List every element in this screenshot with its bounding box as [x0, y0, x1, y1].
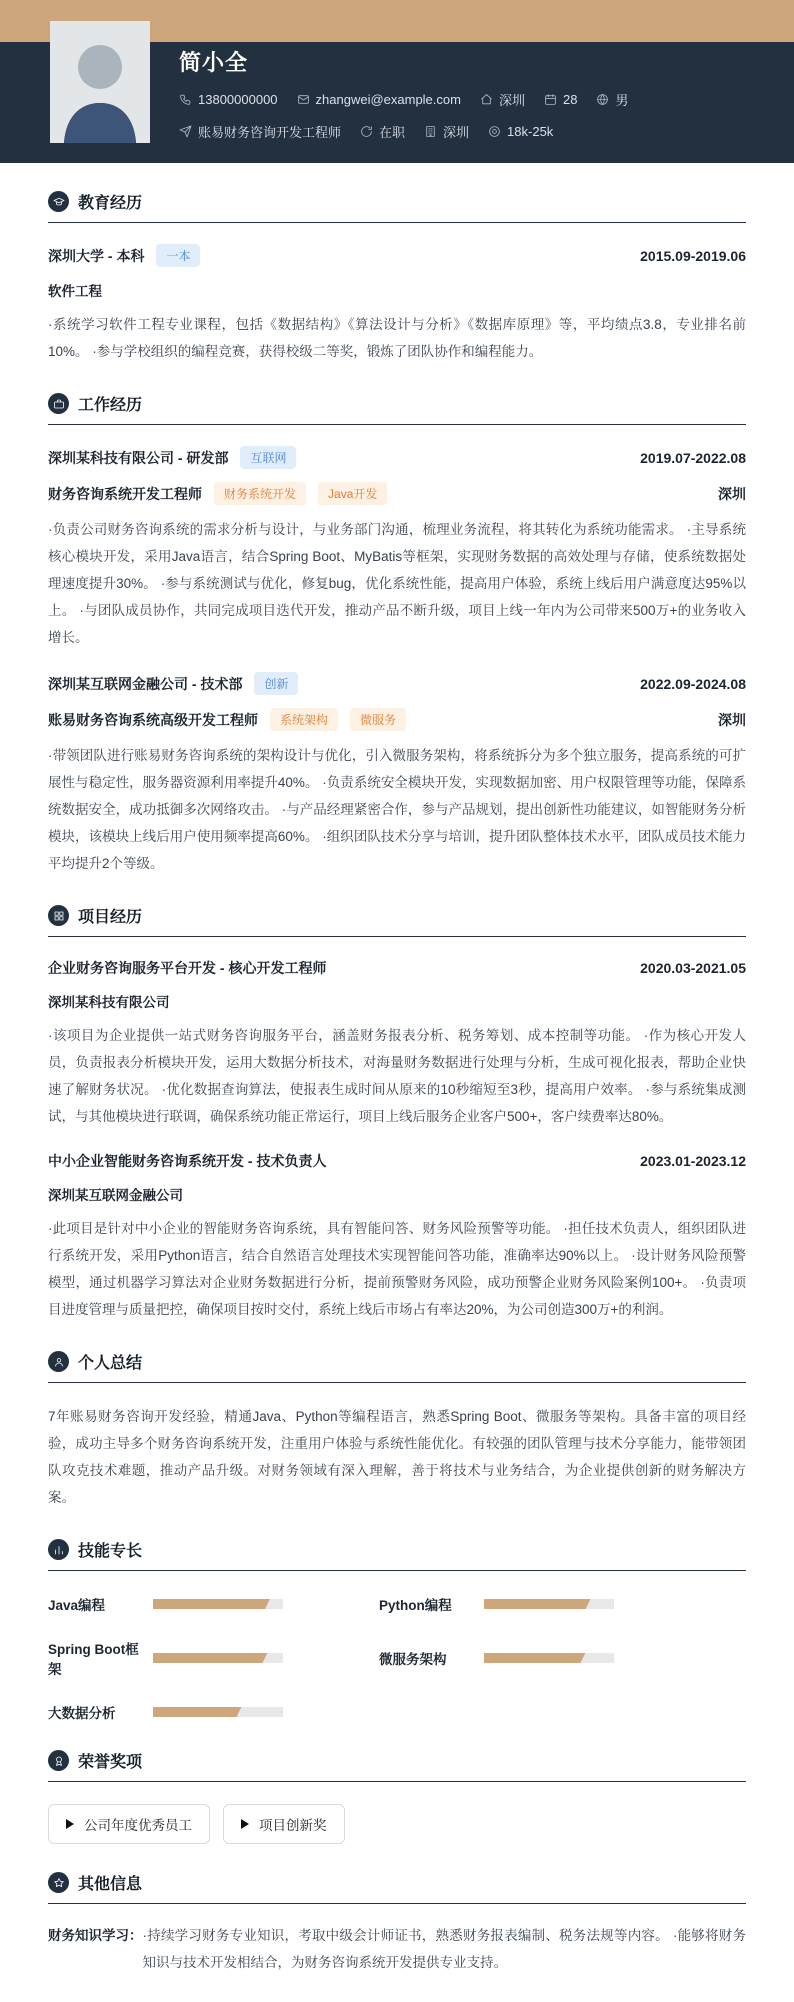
other-header: [48, 1871, 746, 1904]
skill-name: 微服务架构: [379, 1652, 447, 1667]
section-honors: [48, 1749, 746, 1844]
work-company: 深圳某科技有限公司 - 研发部: [48, 449, 229, 466]
honors-title: 荣誉奖项: [78, 1754, 143, 1771]
education-date: 2015.09-2019.06: [640, 247, 746, 264]
work-header: [48, 392, 746, 425]
work-date: 2019.07-2022.08: [640, 449, 746, 466]
work-description: ·负责公司财务咨询系统的需求分析与设计，与业务部门沟通，梳理业务流程，将其转化为系统功能需求。 ·主导系统核心模块开发，采用Java语言，结合Spring Boot、MyBatis等框架，实现财务数据的高效处理与存储，使系统数据处理速度提升30%。 ·参与系统测试与优化，修复bug，优化系统性能，提高用户体验，系统上线后用户满意度达95%以上。 ·与团队成员协作，共同完成项目迭代开发，推动产品不断升级，项目上线一年内为公司带来500万+的业务收入增长。: [48, 522, 746, 645]
graduation-cap-icon: [48, 191, 69, 212]
age-item: [544, 92, 577, 107]
school-degree: 深圳大学 - 本科: [48, 247, 145, 264]
contact-row-2: [179, 122, 794, 141]
project-name: 企业财务咨询服务平台开发 - 核心开发工程师: [48, 960, 327, 976]
honor-label: 项目创新奖: [259, 1818, 327, 1833]
skill-bar: [153, 1599, 283, 1609]
honor-label: 公司年度优秀员工: [84, 1818, 192, 1833]
status-icon: [360, 125, 373, 138]
email-value: zhangwei@example.com: [315, 92, 461, 107]
resume-body: [0, 190, 794, 2002]
education-description: ·系统学习软件工程专业课程，包括《数据结构》《算法设计与分析》《数据库原理》等，平均绩点3.8，专业排名前10%。 ·参与学校组织的编程竞赛，获得校级二等奖，锻炼了团队协作和编程能力。: [48, 317, 746, 359]
work-company-badge: 创新: [254, 672, 298, 695]
work-date: 2022.09-2024.08: [640, 675, 746, 692]
skill-name: Spring Boot框架: [48, 1642, 139, 1677]
project-date: 2020.03-2021.05: [640, 960, 746, 976]
summary-header: [48, 1350, 746, 1383]
project-company: 深圳某互联网金融公司: [48, 1188, 183, 1203]
calendar-icon: [544, 93, 557, 106]
person-icon: [48, 1351, 69, 1372]
play-icon: [66, 1819, 74, 1829]
medal-icon: [48, 1750, 69, 1771]
work-entry: [48, 446, 746, 651]
section-projects: [48, 904, 746, 1323]
send-icon: [179, 125, 192, 138]
age-value: 28: [562, 92, 578, 107]
target-city-item: [424, 122, 469, 141]
skills-grid: [48, 1594, 614, 1722]
phone-value: 13800000000: [198, 92, 278, 107]
project-company: 深圳某科技有限公司: [48, 995, 170, 1010]
project-description: ·该项目为企业提供一站式财务咨询服务平台，涵盖财务报表分析、税务筹划、成本控制等功能。 ·作为核心开发人员，负责报表分析模块开发，运用大数据分析技术，对海量财务数据进行处理与分析，生成可视化报表，帮助企业快速了解财务状况。 ·优化数据查询算法，使报表生成时间从原来的10秒缩短至3秒，提高用户效率。 ·参与系统集成测试，与其他模块进行联调，确保系统功能正常运行，项目上线后服务企业客户500+，客户续费率达80%。: [48, 1028, 746, 1124]
section-skills: [48, 1538, 746, 1722]
work-tag: 财务系统开发: [214, 482, 306, 505]
work-company: 深圳某互联网金融公司 - 技术部: [48, 675, 243, 692]
work-description: ·带领团队进行账易财务咨询系统的架构设计与优化，引入微服务架构，将系统拆分为多个独立服务，提高系统的可扩展性与稳定性，服务器资源利用率提升40%。 ·负责系统安全模块开发，实现数据加密、用户权限管理等功能，保障系统数据安全，成功抵御多次网络攻击。 ·与产品经理紧密合作，参与产品规划，提出创新性功能建议，如智能财务分析模块，该模块上线后用户使用频率提高60%。 ·组织团队技术分享与培训，提升团队整体技术水平，团队成员技术能力平均提升2个等级。: [48, 748, 746, 871]
section-other: [48, 1871, 746, 1976]
section-summary: [48, 1350, 746, 1511]
skill-item: [379, 1638, 614, 1678]
skills-header: [48, 1538, 746, 1571]
work-location: 深圳: [718, 711, 746, 728]
education-badge: 一本: [156, 244, 200, 267]
work-company-badge: 互联网: [240, 446, 296, 469]
briefcase-icon: [48, 393, 69, 414]
work-position: 账易财务咨询系统高级开发工程师: [48, 711, 258, 728]
home-icon: [480, 93, 493, 106]
resume-header: [0, 42, 794, 163]
mail-icon: [297, 93, 310, 106]
education-header: [48, 190, 746, 223]
honor-chip[interactable]: [48, 1804, 210, 1844]
summary-title: 个人总结: [78, 1355, 143, 1372]
honor-chips: [48, 1804, 746, 1844]
section-education: [48, 190, 746, 365]
projects-title: 项目经历: [78, 909, 143, 926]
other-label: 财务知识学习：: [48, 1928, 143, 1943]
salary-value: 18k-25k: [507, 124, 554, 139]
target-position-item: [179, 122, 341, 141]
phone-icon: [179, 93, 192, 106]
skill-item: [48, 1638, 283, 1678]
education-entry-head: [48, 244, 746, 267]
honor-chip[interactable]: [223, 1804, 345, 1844]
city-item: [480, 90, 525, 109]
job-status-value: 在职: [379, 125, 406, 140]
gender-icon: [596, 93, 609, 106]
target-city-value: 深圳: [443, 125, 470, 140]
profile-photo: [50, 21, 150, 143]
project-description: ·此项目是针对中小企业的智能财务咨询系统，具有智能问答、财务风险预警等功能。 ·担任技术负责人，组织团队进行系统开发，采用Python语言，结合自然语言处理技术实现智能问答功能，准确率达90%以上。 ·设计财务风险预警模型，通过机器学习算法对企业财务数据进行分析，提前预警财务风险，成功预警企业财务风险案例100+。 ·负责项目进度管理与质量把控，确保项目按时交付，系统上线后市场占有率达20%，为公司创造300万+的利润。: [48, 1221, 746, 1317]
building-icon: [424, 125, 437, 138]
education-major: 软件工程: [48, 284, 102, 299]
target-position-value: 账易财务咨询开发工程师: [198, 125, 342, 140]
education-title: 教育经历: [78, 195, 143, 212]
skill-name: 大数据分析: [48, 1706, 116, 1721]
contact-row-1: [179, 90, 794, 109]
work-tag: Java开发: [318, 482, 387, 505]
project-entry: [48, 1151, 746, 1323]
work-title: 工作经历: [78, 397, 143, 414]
work-location: 深圳: [718, 485, 746, 502]
grid-icon: [48, 905, 69, 926]
salary-item: [488, 124, 553, 139]
skill-bar: [153, 1707, 283, 1717]
skill-item: [379, 1594, 614, 1614]
gender-item: [596, 90, 628, 109]
other-info: [48, 1922, 746, 1976]
skill-name: Python编程: [379, 1598, 452, 1613]
salary-icon: [488, 125, 501, 138]
skill-name: Java编程: [48, 1598, 106, 1613]
project-entry: [48, 958, 746, 1130]
city-value: 深圳: [498, 93, 525, 108]
play-icon: [241, 1819, 249, 1829]
skill-bar: [153, 1653, 283, 1663]
profile-photo-placeholder: [50, 21, 150, 143]
person-name: 简小全: [179, 50, 249, 75]
skill-bar: [484, 1599, 614, 1609]
project-name: 中小企业智能财务咨询系统开发 - 技术负责人: [48, 1153, 327, 1169]
skill-item: [48, 1702, 283, 1722]
projects-header: [48, 904, 746, 937]
phone-item: [179, 92, 278, 107]
summary-text: 7年账易财务咨询开发经验，精通Java、Python等编程语言，熟悉Spring Boot、微服务等架构。具备丰富的项目经验，成功主导多个财务咨询系统开发，注重用户体验与系统性能优化。有较强的团队管理与技术分享能力，能带领团队攻克技术难题，推动产品升级。对财务领域有深入理解，善于将技术与业务结合，为企业提供创新的财务解决方案。: [48, 1409, 746, 1505]
star-icon: [48, 1872, 69, 1893]
work-tag: 系统架构: [270, 708, 338, 731]
job-status-item: [360, 122, 405, 141]
skills-title: 技能专长: [78, 1543, 143, 1560]
skill-item: [48, 1594, 283, 1614]
email-item: [297, 92, 461, 107]
gender-value: 男: [615, 93, 629, 108]
work-tag: 微服务: [350, 708, 406, 731]
work-position: 财务咨询系统开发工程师: [48, 485, 202, 502]
section-work: [48, 392, 746, 877]
other-text: ·持续学习财务专业知识，考取中级会计师证书，熟悉财务报表编制、税务法规等内容。 ·能够将财务知识与技术开发相结合，为财务咨询系统开发提供专业支持。: [142, 1928, 746, 1970]
honors-header: [48, 1749, 746, 1782]
work-entry: [48, 672, 746, 877]
project-date: 2023.01-2023.12: [640, 1153, 746, 1169]
skill-bar: [484, 1653, 614, 1663]
other-title: 其他信息: [78, 1876, 143, 1893]
